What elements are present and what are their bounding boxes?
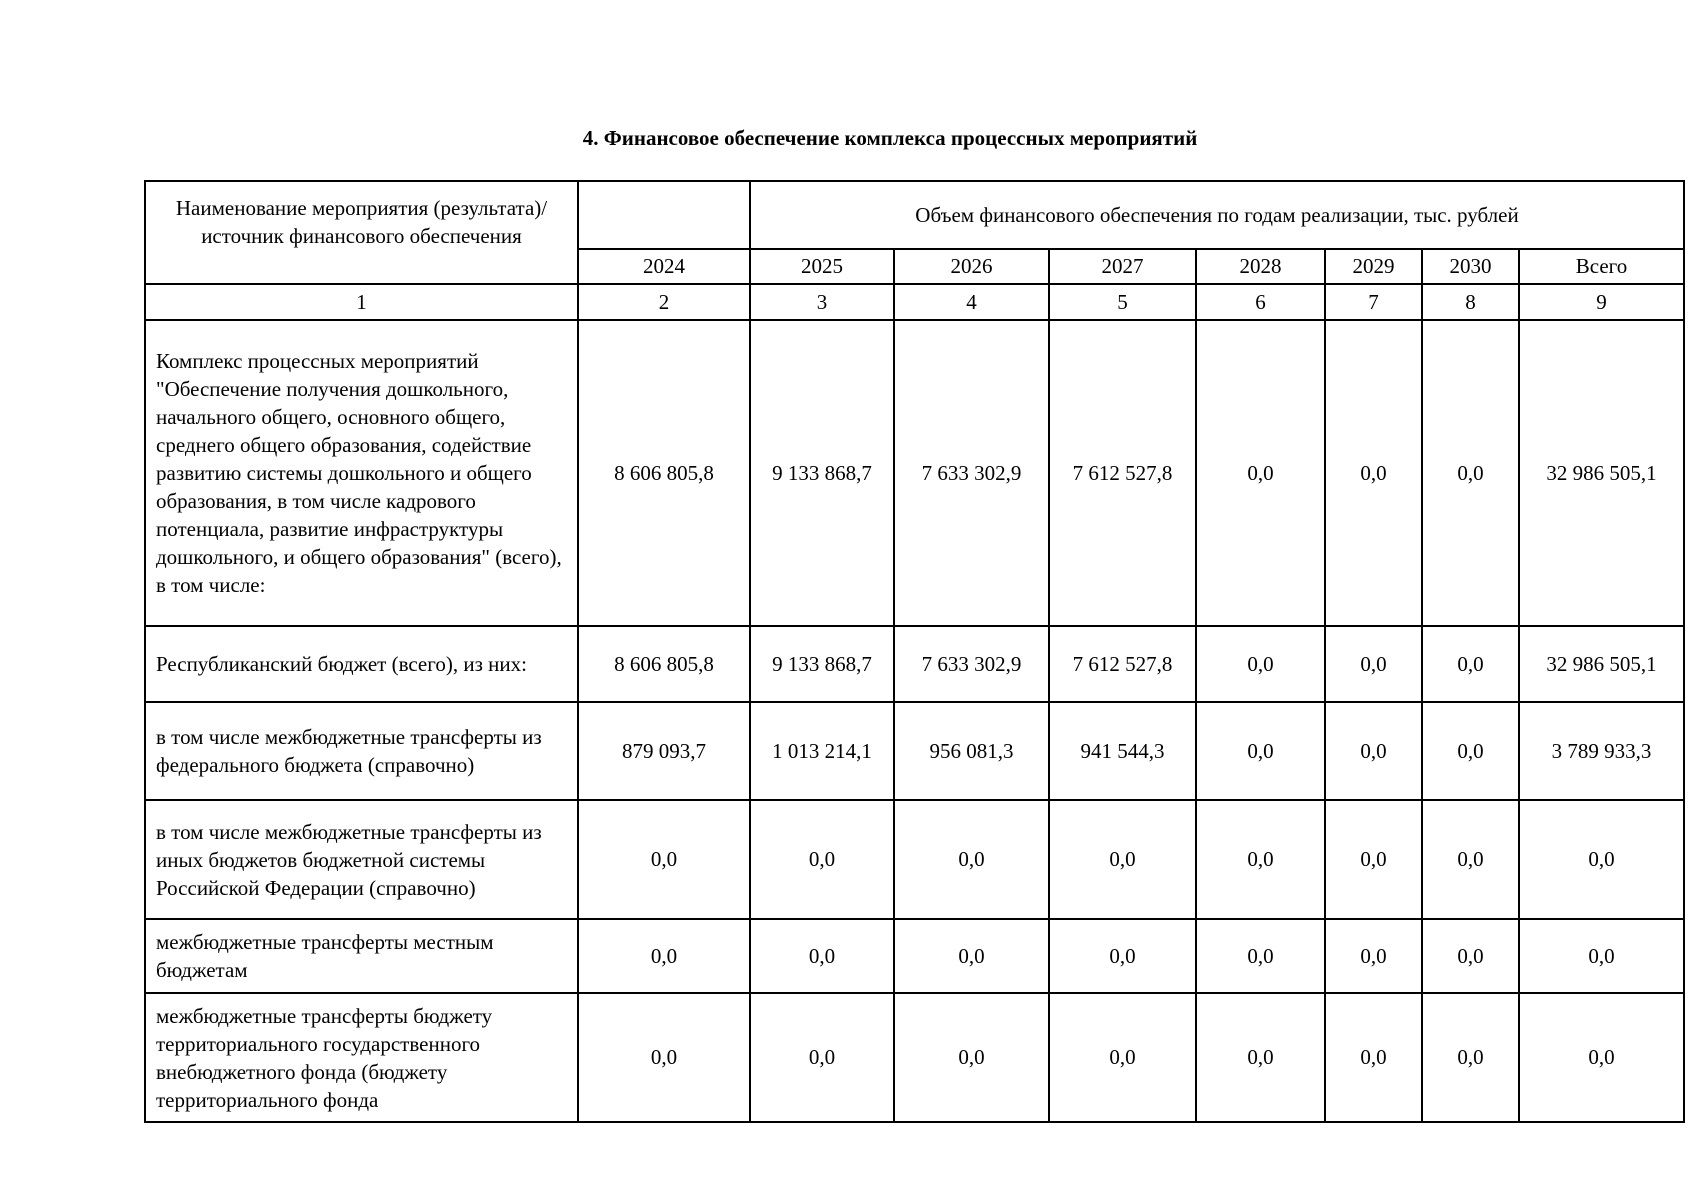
row-name: Республиканский бюджет (всего), из них: xyxy=(145,626,578,702)
column-number: 1 xyxy=(145,284,578,320)
header-name-column: Наименование мероприятия (результата)/источник финансового обеспечения xyxy=(145,181,578,284)
header-empty-cell xyxy=(578,181,750,249)
value-cell: 0,0 xyxy=(1196,993,1325,1122)
value-cell: 0,0 xyxy=(1325,993,1422,1122)
value-cell: 0,0 xyxy=(894,993,1049,1122)
column-number: 6 xyxy=(1196,284,1325,320)
value-cell: 0,0 xyxy=(578,800,750,919)
value-cell: 0,0 xyxy=(578,993,750,1122)
year-header: 2025 xyxy=(750,249,894,284)
total-cell: 0,0 xyxy=(1519,919,1684,993)
total-cell: 3 789 933,3 xyxy=(1519,702,1684,800)
year-header: 2028 xyxy=(1196,249,1325,284)
total-cell: 32 986 505,1 xyxy=(1519,320,1684,626)
value-cell: 7 612 527,8 xyxy=(1049,626,1196,702)
value-cell: 8 606 805,8 xyxy=(578,320,750,626)
value-cell: 7 612 527,8 xyxy=(1049,320,1196,626)
page-title: 4. Финансовое обеспечение комплекса процессных мероприятий xyxy=(582,126,1198,150)
row-name: в том числе межбюджетные трансферты из федерального бюджета (справочно) xyxy=(145,702,578,800)
value-cell: 0,0 xyxy=(1196,800,1325,919)
table-row xyxy=(145,919,1684,993)
row-name: межбюджетные трансферты местным бюджетам xyxy=(145,919,578,993)
value-cell: 0,0 xyxy=(1422,702,1519,800)
column-number: 5 xyxy=(1049,284,1196,320)
value-cell: 0,0 xyxy=(1422,626,1519,702)
year-header: 2024 xyxy=(578,249,750,284)
value-cell: 1 013 214,1 xyxy=(750,702,894,800)
header-row-1 xyxy=(145,181,1684,249)
value-cell: 0,0 xyxy=(1325,800,1422,919)
value-cell: 879 093,7 xyxy=(578,702,750,800)
table-row xyxy=(145,626,1684,702)
value-cell: 0,0 xyxy=(1422,800,1519,919)
value-cell: 7 633 302,9 xyxy=(894,626,1049,702)
value-cell: 956 081,3 xyxy=(894,702,1049,800)
table-row xyxy=(145,993,1684,1122)
year-header: 2026 xyxy=(894,249,1049,284)
year-header: 2029 xyxy=(1325,249,1422,284)
value-cell: 0,0 xyxy=(750,993,894,1122)
value-cell: 0,0 xyxy=(1325,626,1422,702)
year-header: 2030 xyxy=(1422,249,1519,284)
value-cell: 0,0 xyxy=(1325,919,1422,993)
value-cell: 9 133 868,7 xyxy=(750,320,894,626)
value-cell: 8 606 805,8 xyxy=(578,626,750,702)
value-cell: 0,0 xyxy=(1049,919,1196,993)
column-number: 9 xyxy=(1519,284,1684,320)
value-cell: 0,0 xyxy=(750,919,894,993)
column-number: 8 xyxy=(1422,284,1519,320)
value-cell: 0,0 xyxy=(1196,702,1325,800)
column-number: 4 xyxy=(894,284,1049,320)
column-number: 3 xyxy=(750,284,894,320)
value-cell: 9 133 868,7 xyxy=(750,626,894,702)
value-cell: 0,0 xyxy=(1422,320,1519,626)
value-cell: 0,0 xyxy=(894,800,1049,919)
value-cell: 0,0 xyxy=(1422,993,1519,1122)
column-number: 2 xyxy=(578,284,750,320)
value-cell: 0,0 xyxy=(578,919,750,993)
total-header: Всего xyxy=(1519,249,1684,284)
row-name: в том числе межбюджетные трансферты из иных бюджетов бюджетной системы Российской Федерации (справочно) xyxy=(145,800,578,919)
row-name: межбюджетные трансферты бюджету территориального государственного внебюджетного фонда (бюджету территориального фонда xyxy=(145,993,578,1122)
value-cell: 0,0 xyxy=(1196,626,1325,702)
value-cell: 0,0 xyxy=(1325,702,1422,800)
value-cell: 0,0 xyxy=(1196,320,1325,626)
year-header: 2027 xyxy=(1049,249,1196,284)
table-row xyxy=(145,702,1684,800)
total-cell: 0,0 xyxy=(1519,993,1684,1122)
row-name: Комплекс процессных мероприятий "Обеспечение получения дошкольного, начального общего, основного общего, среднего общего образования, содействие развитию системы дошкольного и общего образования, в том числе кадрового потенциала, развитие инфраструктуры дошкольного, и общего образования" (всего), в том числе: xyxy=(145,320,578,626)
value-cell: 0,0 xyxy=(1049,993,1196,1122)
value-cell: 7 633 302,9 xyxy=(894,320,1049,626)
value-cell: 0,0 xyxy=(894,919,1049,993)
column-numbers-row xyxy=(145,284,1684,320)
column-number: 7 xyxy=(1325,284,1422,320)
value-cell: 0,0 xyxy=(1049,800,1196,919)
table-row xyxy=(145,800,1684,919)
table-row xyxy=(145,320,1684,626)
value-cell: 0,0 xyxy=(1196,919,1325,993)
value-cell: 0,0 xyxy=(750,800,894,919)
financing-table xyxy=(144,180,1685,1123)
header-volume: Объем финансового обеспечения по годам реализации, тыс. рублей xyxy=(750,181,1684,249)
value-cell: 0,0 xyxy=(1422,919,1519,993)
value-cell: 0,0 xyxy=(1325,320,1422,626)
value-cell: 941 544,3 xyxy=(1049,702,1196,800)
total-cell: 32 986 505,1 xyxy=(1519,626,1684,702)
total-cell: 0,0 xyxy=(1519,800,1684,919)
